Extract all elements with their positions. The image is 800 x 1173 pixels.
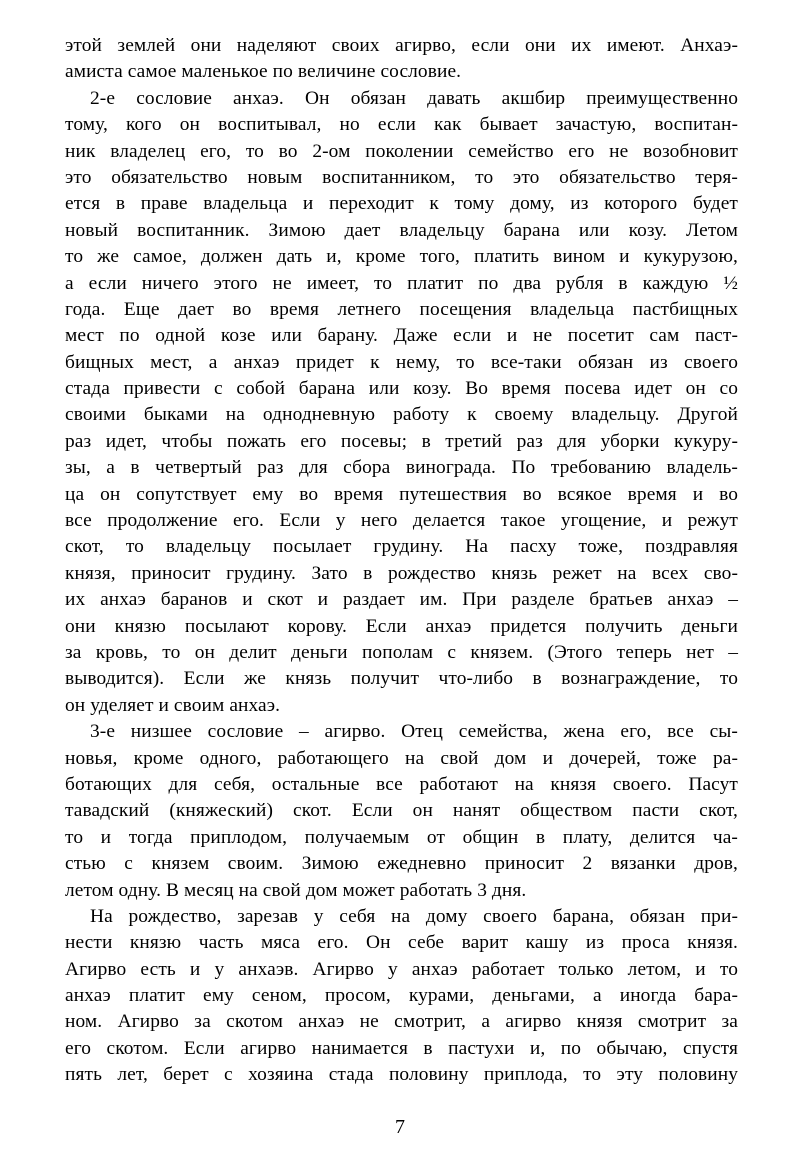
text-line: амиста самое маленькое по величине сословие.	[65, 61, 462, 83]
text-line: тому, кого он воспитывал, но если как бывает зачастую, воспитан-	[65, 114, 738, 136]
text-line: Агирво есть и у анхаэв. Агирво у анхаэ работает только летом, и то	[65, 958, 738, 980]
paragraph	[65, 719, 738, 904]
text-line: ется в праве владельца и переходит к тому дому, из которого будет	[65, 193, 738, 215]
text-line: новья, кроме одного, работающего на свой дом и дочерей, тоже ра-	[65, 747, 738, 769]
text-line: новый воспитанник. Зимою дает владельцу барана или козу. Летом	[65, 219, 738, 241]
text-line: бищных мест, а анхаэ придет к нему, то все-таки обязан из своего	[65, 351, 738, 373]
text-line: мест по одной козе или барану. Даже если и не посетит сам паст-	[65, 325, 738, 347]
text-line: то же самое, должен дать и, кроме того, платить вином и кукурузою,	[65, 246, 738, 268]
text-line: стью с князем своим. Зимою ежедневно приносит 2 вязанки дров,	[65, 853, 738, 875]
text-line: На рождество, зарезав у себя на дому своего барана, обязан при-	[90, 905, 738, 927]
text-line: выводится). Если же князь получит что-либо в вознаграждение, то	[65, 668, 738, 690]
text-line: ном. Агирво за скотом анхаэ не смотрит, а агирво князя смотрит за	[65, 1011, 738, 1033]
text-line: этой землей они наделяют своих агирво, если они их имеют. Анхаэ-	[65, 35, 738, 56]
text-line: а если ничего этого не имеет, то платит по два рубля в каждую ½	[65, 272, 738, 294]
paragraph	[65, 904, 738, 1089]
paragraph	[65, 86, 738, 719]
text-line: года. Еще дает во время летнего посещения владельца пастбищных	[65, 298, 738, 320]
text-line: князя, приносит грудину. Зато в рождество князь режет на всех сво-	[65, 562, 738, 584]
text-line: стада привести с собой барана или козу. Во время посева идет он со	[65, 378, 738, 400]
text-line: это обязательство новым воспитанником, то это обязательство теря-	[65, 166, 738, 188]
paragraph	[65, 33, 738, 86]
text-line: своими быками на однодневную работу к своему владельцу. Другой	[65, 404, 738, 426]
text-line: 2-е сословие анхаэ. Он обязан давать акшбир преимущественно	[90, 87, 738, 109]
text-line: то и тогда приплодом, получаемым от общин в плату, делится ча-	[65, 826, 738, 848]
text-line: все продолжение его. Если у него делается такое угощение, и режут	[65, 510, 738, 532]
text-line: ник владелец его, то во 2-ом поколении семейство его не возобновит	[65, 140, 738, 162]
text-line: тавадский (княжеский) скот. Если он нанят обществом пасти скот,	[65, 800, 738, 822]
text-line: они князю посылают корову. Если анхаэ придется получить деньги	[65, 615, 738, 637]
text-line: 3-е низшее сословие – агирво. Отец семейства, жена его, все сы-	[90, 721, 738, 743]
text-line: он уделяет и своим анхаэ.	[65, 694, 281, 716]
text-line: пять лет, берет с хозяина стада половину приплода, то эту половину	[65, 1064, 738, 1086]
text-line: летом одну. В месяц на свой дом может работать 3 дня.	[65, 879, 527, 901]
text-line: раз идет, чтобы пожать его посевы; в третий раз для уборки кукуру-	[65, 430, 738, 452]
text-line: зы, а в четвертый раз для сбора винограда. По требованию владель-	[65, 457, 738, 479]
text-line: нести князю часть мяса его. Он себе варит кашу из проса князя.	[65, 932, 738, 954]
text-line: его скотом. Если агирво нанимается в пастухи и, по обычаю, спустя	[65, 1037, 738, 1059]
text-line: анхаэ платит ему сеном, просом, курами, деньгами, а иногда бара-	[65, 985, 738, 1007]
text-line: ботающих для себя, остальные все работают на князя своего. Пасут	[65, 773, 738, 795]
text-line: их анхаэ баранов и скот и раздает им. При разделе братьев анхаэ –	[65, 589, 738, 611]
page-number: 7	[395, 1116, 405, 1138]
text-line: скот, то владельцу посылает грудину. На пасху тоже, поздравляя	[65, 536, 738, 558]
page-text	[65, 33, 738, 1089]
text-line: ца он сопутствует ему во время путешествия во всякое время и во	[65, 483, 738, 505]
text-line: за кровь, то он делит деньги пополам с князем. (Этого теперь нет –	[65, 641, 738, 663]
